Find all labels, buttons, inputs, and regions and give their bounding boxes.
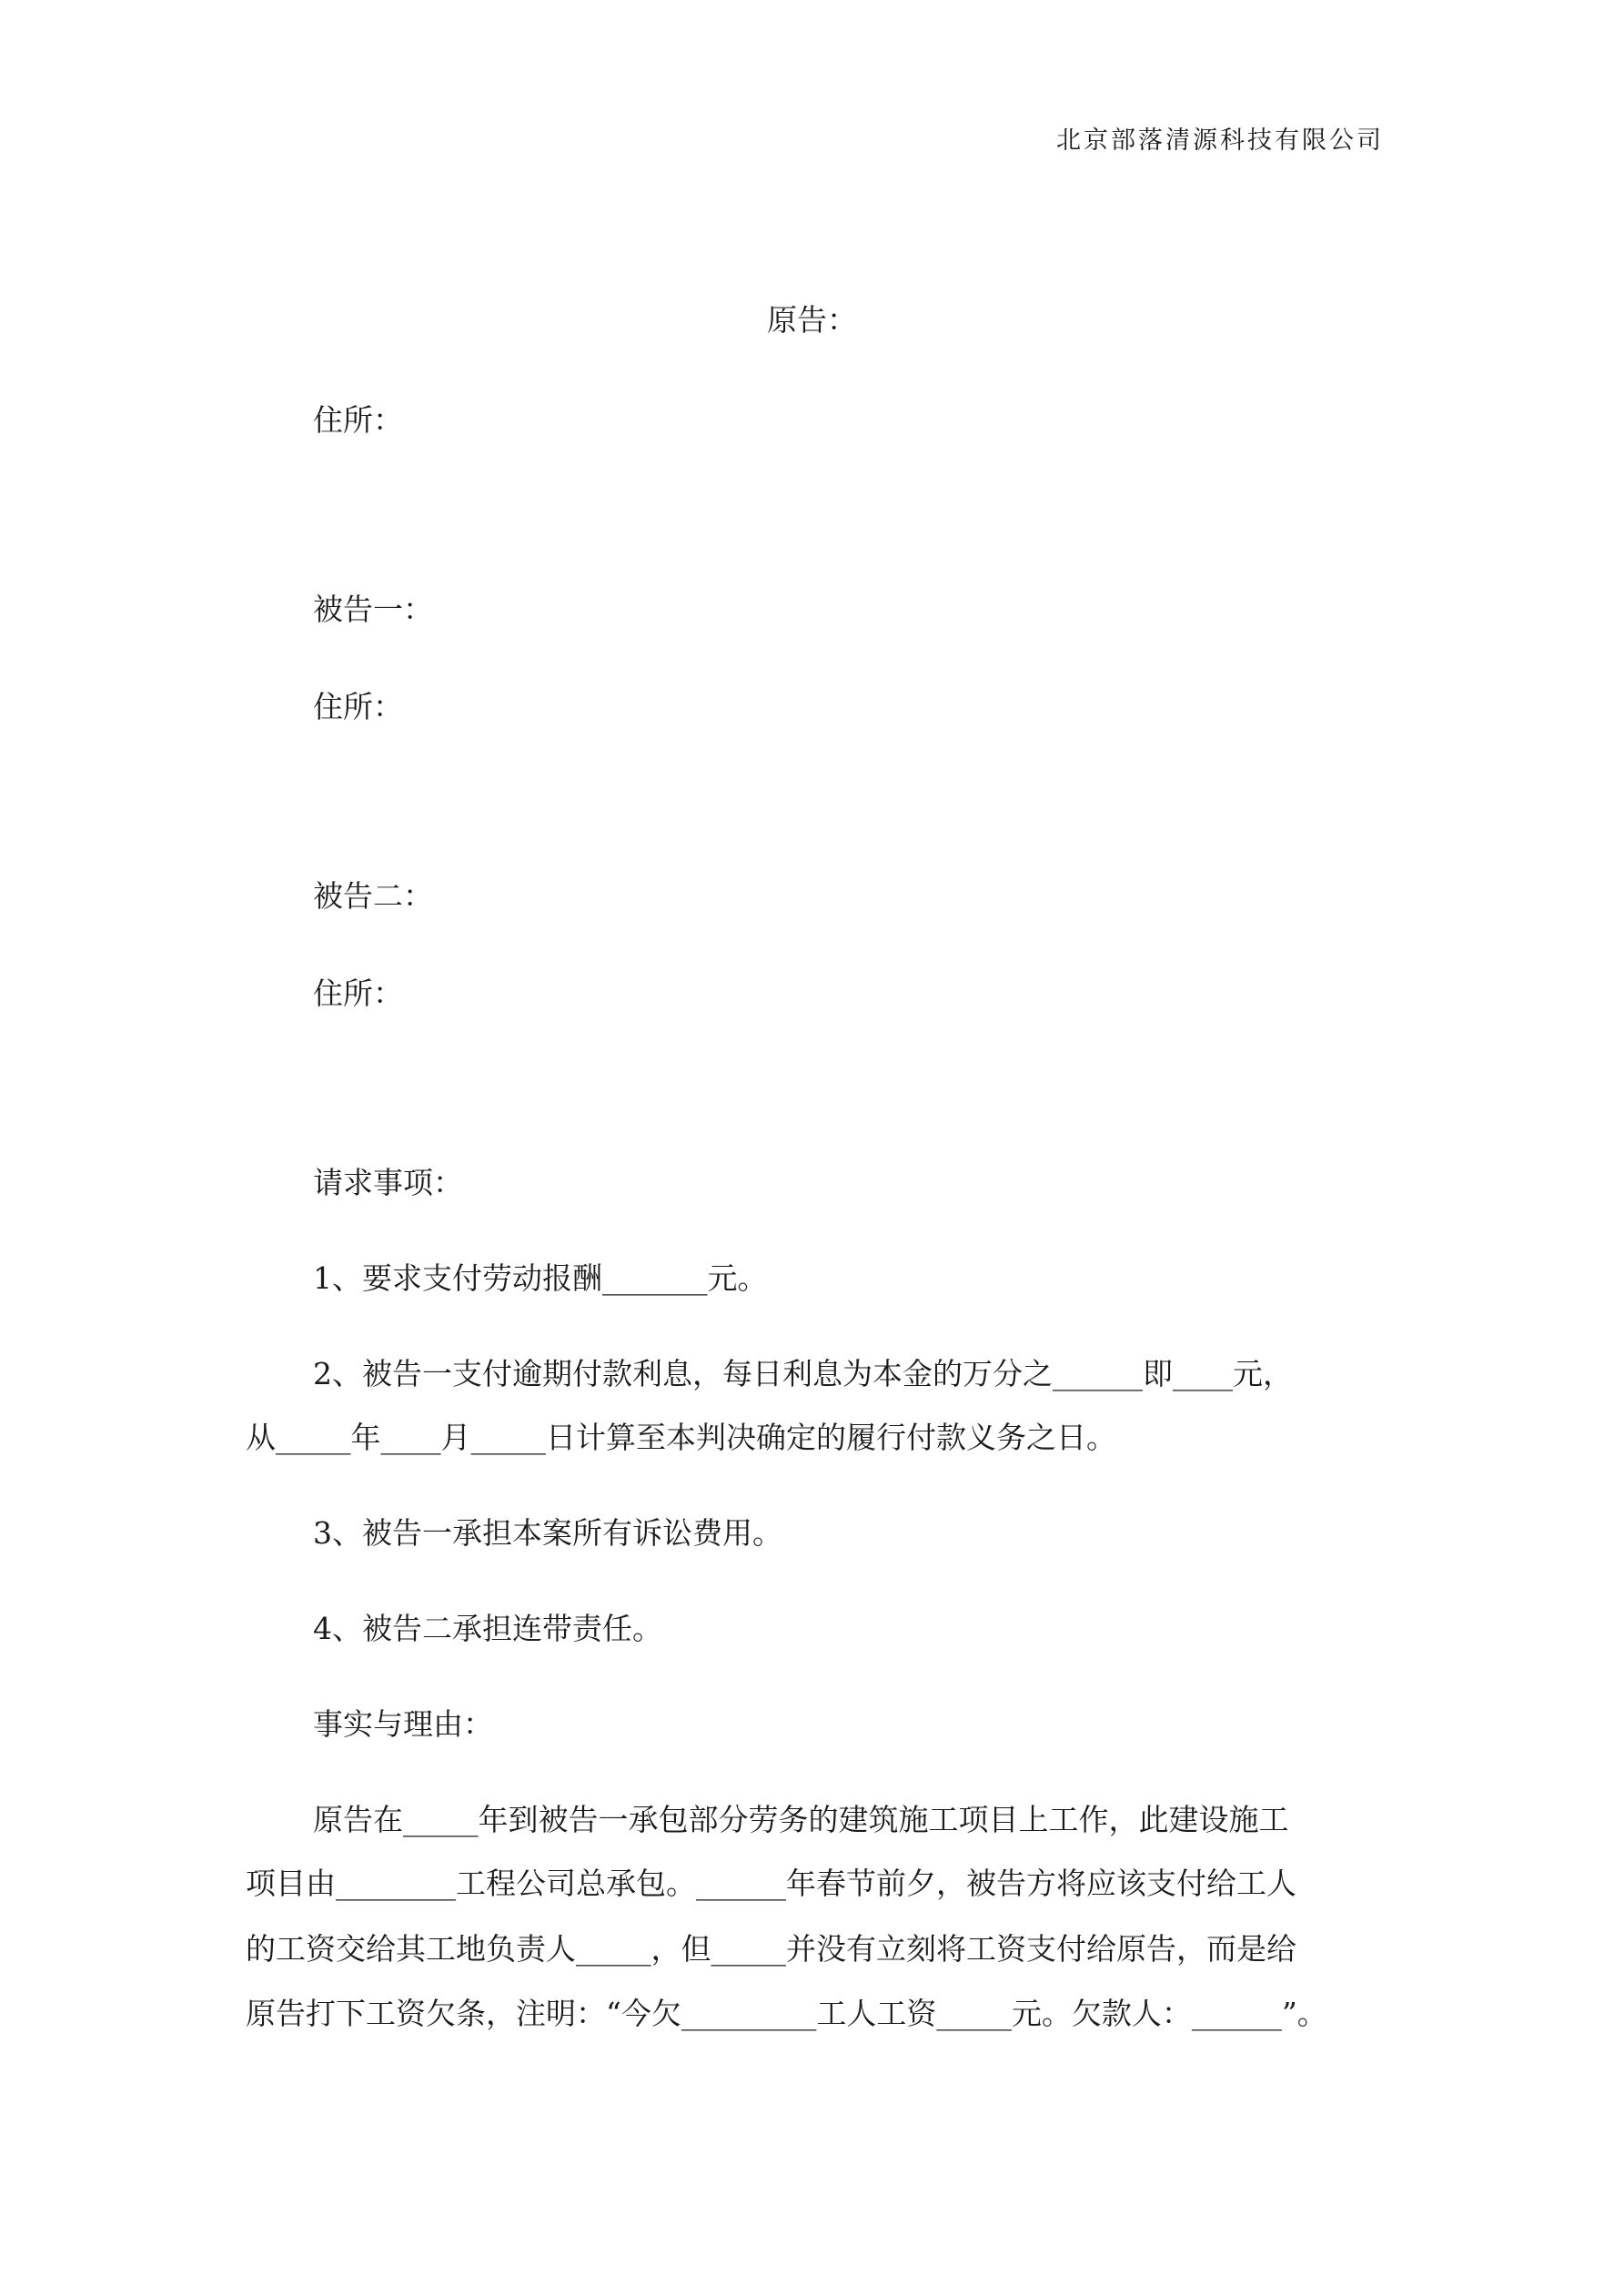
claim-item-4: 4、被告二承担连带责任。 bbox=[313, 1611, 662, 1646]
facts-line-1: 原告在_____年到被告一承包部分劳务的建筑施工项目上工作，此建设施工 bbox=[313, 1802, 1289, 1837]
claims-heading: 请求事项： bbox=[313, 1165, 463, 1200]
plaintiff-address-label: 住所： bbox=[313, 402, 403, 438]
facts-heading: 事实与理由： bbox=[313, 1706, 493, 1742]
plaintiff-title: 原告： bbox=[767, 302, 857, 338]
claim-item-2-line-2: 从_____年____月_____日计算至本判决确定的履行付款义务之日。 bbox=[246, 1420, 1116, 1455]
claim-item-3: 3、被告一承担本案所有诉讼费用。 bbox=[313, 1515, 782, 1551]
facts-line-3: 的工资交给其工地负责人_____，但_____并没有立刻将工资支付给原告，而是给 bbox=[246, 1931, 1296, 1967]
defendant1-label: 被告一： bbox=[313, 592, 433, 627]
header-company-name: 北京部落清源科技有限公司 bbox=[1056, 126, 1384, 155]
claim-item-1: 1、要求支付劳动报酬_______元。 bbox=[313, 1260, 768, 1296]
defendant1-address-label: 住所： bbox=[313, 689, 403, 724]
facts-line-2: 项目由________工程公司总承包。______年春节前夕，被告方将应该支付给工人 bbox=[246, 1866, 1296, 1901]
claim-item-2-line-1: 2、被告一支付逾期付款利息，每日利息为本金的万分之______即____元， bbox=[313, 1356, 1293, 1391]
defendant2-label: 被告二： bbox=[313, 878, 433, 914]
defendant2-address-label: 住所： bbox=[313, 976, 403, 1011]
facts-line-4: 原告打下工资欠条，注明：“今欠_________工人工资_____元。欠款人：______”。 bbox=[246, 1996, 1327, 2031]
